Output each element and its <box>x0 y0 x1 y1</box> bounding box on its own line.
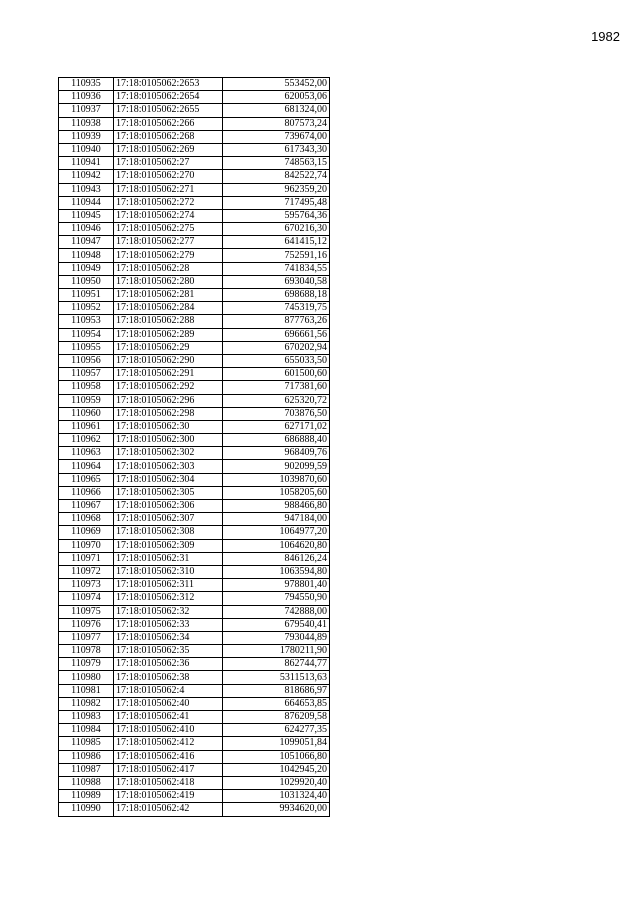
table-row <box>59 539 330 552</box>
cadastral-number-cell: 17:18:0105062:35 <box>114 645 223 658</box>
table-row <box>59 750 330 763</box>
cadastral-number-cell: 17:18:0105062:304 <box>114 473 223 486</box>
table-row <box>59 473 330 486</box>
value-cell: 625320,72 <box>223 394 330 407</box>
cadastral-number-cell: 17:18:0105062:412 <box>114 737 223 750</box>
value-cell: 978801,40 <box>223 579 330 592</box>
value-cell: 1780211,90 <box>223 645 330 658</box>
cadastral-number-cell: 17:18:0105062:275 <box>114 223 223 236</box>
row-number-cell: 110979 <box>59 658 114 671</box>
cadastral-number-cell: 17:18:0105062:269 <box>114 143 223 156</box>
table-row <box>59 763 330 776</box>
cadastral-number-cell: 17:18:0105062:308 <box>114 526 223 539</box>
row-number-cell: 110970 <box>59 539 114 552</box>
value-cell: 601500,60 <box>223 368 330 381</box>
cadastral-number-cell: 17:18:0105062:272 <box>114 196 223 209</box>
value-cell: 595764,36 <box>223 209 330 222</box>
value-cell: 627171,02 <box>223 420 330 433</box>
table-row <box>59 91 330 104</box>
table-row <box>59 645 330 658</box>
row-number-cell: 110984 <box>59 724 114 737</box>
row-number-cell: 110974 <box>59 592 114 605</box>
cadastral-number-cell: 17:18:0105062:34 <box>114 631 223 644</box>
row-number-cell: 110966 <box>59 486 114 499</box>
row-number-cell: 110960 <box>59 407 114 420</box>
table-row <box>59 513 330 526</box>
row-number-cell: 110948 <box>59 249 114 262</box>
row-number-cell: 110953 <box>59 315 114 328</box>
row-number-cell: 110956 <box>59 354 114 367</box>
value-cell: 818686,97 <box>223 684 330 697</box>
value-cell: 902099,59 <box>223 460 330 473</box>
row-number-cell: 110955 <box>59 341 114 354</box>
row-number-cell: 110973 <box>59 579 114 592</box>
value-cell: 5311513,63 <box>223 671 330 684</box>
row-number-cell: 110951 <box>59 289 114 302</box>
value-cell: 9934620,00 <box>223 803 330 816</box>
table-row <box>59 289 330 302</box>
table-row <box>59 249 330 262</box>
row-number-cell: 110935 <box>59 78 114 91</box>
row-number-cell: 110968 <box>59 513 114 526</box>
cadastral-number-cell: 17:18:0105062:33 <box>114 618 223 631</box>
value-cell: 1058205,60 <box>223 486 330 499</box>
value-cell: 962359,20 <box>223 183 330 196</box>
row-number-cell: 110975 <box>59 605 114 618</box>
cadastral-number-cell: 17:18:0105062:30 <box>114 420 223 433</box>
cadastral-number-cell: 17:18:0105062:292 <box>114 381 223 394</box>
table-row <box>59 671 330 684</box>
table-row <box>59 420 330 433</box>
table-row <box>59 104 330 117</box>
row-number-cell: 110990 <box>59 803 114 816</box>
table-row <box>59 565 330 578</box>
table-row <box>59 328 330 341</box>
value-cell: 686888,40 <box>223 434 330 447</box>
value-cell: 703876,50 <box>223 407 330 420</box>
table-row <box>59 302 330 315</box>
table-row <box>59 196 330 209</box>
value-cell: 1042945,20 <box>223 763 330 776</box>
cadastral-number-cell: 17:18:0105062:41 <box>114 711 223 724</box>
table-row <box>59 341 330 354</box>
row-number-cell: 110983 <box>59 711 114 724</box>
cadastral-number-cell: 17:18:0105062:310 <box>114 565 223 578</box>
value-cell: 793044,89 <box>223 631 330 644</box>
value-cell: 846126,24 <box>223 552 330 565</box>
cadastral-number-cell: 17:18:0105062:31 <box>114 552 223 565</box>
cadastral-number-cell: 17:18:0105062:42 <box>114 803 223 816</box>
cadastral-number-cell: 17:18:0105062:38 <box>114 671 223 684</box>
table-row <box>59 737 330 750</box>
value-cell: 693040,58 <box>223 275 330 288</box>
row-number-cell: 110972 <box>59 565 114 578</box>
value-cell: 664653,85 <box>223 697 330 710</box>
value-cell: 1029920,40 <box>223 776 330 789</box>
table-row <box>59 130 330 143</box>
row-number-cell: 110954 <box>59 328 114 341</box>
cadastral-number-cell: 17:18:0105062:289 <box>114 328 223 341</box>
table-row <box>59 381 330 394</box>
row-number-cell: 110977 <box>59 631 114 644</box>
row-number-cell: 110982 <box>59 697 114 710</box>
table-row <box>59 460 330 473</box>
table-row <box>59 605 330 618</box>
cadastral-number-cell: 17:18:0105062:291 <box>114 368 223 381</box>
value-cell: 862744,77 <box>223 658 330 671</box>
page-number: 1982 <box>591 29 620 44</box>
row-number-cell: 110978 <box>59 645 114 658</box>
value-cell: 696661,56 <box>223 328 330 341</box>
value-cell: 947184,00 <box>223 513 330 526</box>
cadastral-number-cell: 17:18:0105062:418 <box>114 776 223 789</box>
table-row <box>59 315 330 328</box>
row-number-cell: 110989 <box>59 790 114 803</box>
value-cell: 842522,74 <box>223 170 330 183</box>
table-row <box>59 143 330 156</box>
value-cell: 1039870,60 <box>223 473 330 486</box>
row-number-cell: 110986 <box>59 750 114 763</box>
value-cell: 620053,06 <box>223 91 330 104</box>
value-cell: 670202,94 <box>223 341 330 354</box>
table-row <box>59 394 330 407</box>
cadastral-number-cell: 17:18:0105062:300 <box>114 434 223 447</box>
row-number-cell: 110944 <box>59 196 114 209</box>
row-number-cell: 110987 <box>59 763 114 776</box>
value-cell: 752591,16 <box>223 249 330 262</box>
table-row <box>59 697 330 710</box>
value-cell: 1051066,80 <box>223 750 330 763</box>
table-row <box>59 368 330 381</box>
cadastral-value-table <box>58 77 330 817</box>
cadastral-number-cell: 17:18:0105062:28 <box>114 262 223 275</box>
row-number-cell: 110961 <box>59 420 114 433</box>
value-cell: 748563,15 <box>223 157 330 170</box>
value-cell: 679540,41 <box>223 618 330 631</box>
row-number-cell: 110945 <box>59 209 114 222</box>
row-number-cell: 110939 <box>59 130 114 143</box>
value-cell: 742888,00 <box>223 605 330 618</box>
cadastral-number-cell: 17:18:0105062:36 <box>114 658 223 671</box>
cadastral-number-cell: 17:18:0105062:284 <box>114 302 223 315</box>
table-row <box>59 631 330 644</box>
row-number-cell: 110946 <box>59 223 114 236</box>
table-row <box>59 592 330 605</box>
row-number-cell: 110963 <box>59 447 114 460</box>
row-number-cell: 110965 <box>59 473 114 486</box>
value-cell: 1063594,80 <box>223 565 330 578</box>
cadastral-number-cell: 17:18:0105062:274 <box>114 209 223 222</box>
row-number-cell: 110958 <box>59 381 114 394</box>
row-number-cell: 110937 <box>59 104 114 117</box>
cadastral-number-cell: 17:18:0105062:32 <box>114 605 223 618</box>
cadastral-number-cell: 17:18:0105062:277 <box>114 236 223 249</box>
row-number-cell: 110943 <box>59 183 114 196</box>
cadastral-number-cell: 17:18:0105062:40 <box>114 697 223 710</box>
table-row <box>59 776 330 789</box>
table-row <box>59 724 330 737</box>
cadastral-number-cell: 17:18:0105062:298 <box>114 407 223 420</box>
cadastral-number-cell: 17:18:0105062:281 <box>114 289 223 302</box>
table-row <box>59 262 330 275</box>
cadastral-number-cell: 17:18:0105062:417 <box>114 763 223 776</box>
cadastral-number-cell: 17:18:0105062:290 <box>114 354 223 367</box>
row-number-cell: 110969 <box>59 526 114 539</box>
value-cell: 641415,12 <box>223 236 330 249</box>
cadastral-number-cell: 17:18:0105062:2655 <box>114 104 223 117</box>
table-row <box>59 117 330 130</box>
table-row <box>59 447 330 460</box>
table-row <box>59 500 330 513</box>
cadastral-number-cell: 17:18:0105062:268 <box>114 130 223 143</box>
cadastral-number-cell: 17:18:0105062:288 <box>114 315 223 328</box>
row-number-cell: 110964 <box>59 460 114 473</box>
value-cell: 617343,30 <box>223 143 330 156</box>
cadastral-number-cell: 17:18:0105062:305 <box>114 486 223 499</box>
row-number-cell: 110952 <box>59 302 114 315</box>
value-cell: 1064620,80 <box>223 539 330 552</box>
table-row <box>59 486 330 499</box>
cadastral-number-cell: 17:18:0105062:296 <box>114 394 223 407</box>
cadastral-number-cell: 17:18:0105062:410 <box>114 724 223 737</box>
value-cell: 876209,58 <box>223 711 330 724</box>
row-number-cell: 110949 <box>59 262 114 275</box>
cadastral-number-cell: 17:18:0105062:280 <box>114 275 223 288</box>
row-number-cell: 110967 <box>59 500 114 513</box>
cadastral-number-cell: 17:18:0105062:309 <box>114 539 223 552</box>
table-row <box>59 183 330 196</box>
cadastral-number-cell: 17:18:0105062:266 <box>114 117 223 130</box>
row-number-cell: 110985 <box>59 737 114 750</box>
cadastral-number-cell: 17:18:0105062:312 <box>114 592 223 605</box>
table-row <box>59 658 330 671</box>
row-number-cell: 110938 <box>59 117 114 130</box>
value-cell: 681324,00 <box>223 104 330 117</box>
cadastral-number-cell: 17:18:0105062:4 <box>114 684 223 697</box>
table-row <box>59 790 330 803</box>
row-number-cell: 110959 <box>59 394 114 407</box>
value-cell: 1099051,84 <box>223 737 330 750</box>
row-number-cell: 110988 <box>59 776 114 789</box>
table-row <box>59 275 330 288</box>
cadastral-number-cell: 17:18:0105062:419 <box>114 790 223 803</box>
value-cell: 807573,24 <box>223 117 330 130</box>
table-row <box>59 552 330 565</box>
table-row <box>59 354 330 367</box>
table-row <box>59 526 330 539</box>
cadastral-number-cell: 17:18:0105062:271 <box>114 183 223 196</box>
row-number-cell: 110981 <box>59 684 114 697</box>
table-row <box>59 579 330 592</box>
value-cell: 877763,26 <box>223 315 330 328</box>
value-cell: 1064977,20 <box>223 526 330 539</box>
cadastral-number-cell: 17:18:0105062:303 <box>114 460 223 473</box>
cadastral-number-cell: 17:18:0105062:27 <box>114 157 223 170</box>
row-number-cell: 110942 <box>59 170 114 183</box>
cadastral-number-cell: 17:18:0105062:270 <box>114 170 223 183</box>
value-cell: 1031324,40 <box>223 790 330 803</box>
table-row <box>59 78 330 91</box>
value-cell: 745319,75 <box>223 302 330 315</box>
value-cell: 739674,00 <box>223 130 330 143</box>
table-row <box>59 157 330 170</box>
cadastral-number-cell: 17:18:0105062:279 <box>114 249 223 262</box>
value-cell: 624277,35 <box>223 724 330 737</box>
row-number-cell: 110971 <box>59 552 114 565</box>
cadastral-number-cell: 17:18:0105062:2654 <box>114 91 223 104</box>
row-number-cell: 110941 <box>59 157 114 170</box>
table-body <box>59 78 330 817</box>
value-cell: 968409,76 <box>223 447 330 460</box>
value-cell: 794550,90 <box>223 592 330 605</box>
row-number-cell: 110940 <box>59 143 114 156</box>
row-number-cell: 110962 <box>59 434 114 447</box>
cadastral-number-cell: 17:18:0105062:306 <box>114 500 223 513</box>
row-number-cell: 110957 <box>59 368 114 381</box>
cadastral-number-cell: 17:18:0105062:2653 <box>114 78 223 91</box>
table-row <box>59 209 330 222</box>
table-row <box>59 803 330 816</box>
table-row <box>59 684 330 697</box>
cadastral-number-cell: 17:18:0105062:307 <box>114 513 223 526</box>
row-number-cell: 110950 <box>59 275 114 288</box>
row-number-cell: 110936 <box>59 91 114 104</box>
row-number-cell: 110976 <box>59 618 114 631</box>
table-row <box>59 170 330 183</box>
table-row <box>59 711 330 724</box>
table-row <box>59 407 330 420</box>
cadastral-number-cell: 17:18:0105062:302 <box>114 447 223 460</box>
value-cell: 553452,00 <box>223 78 330 91</box>
table-row <box>59 236 330 249</box>
table-row <box>59 618 330 631</box>
row-number-cell: 110980 <box>59 671 114 684</box>
cadastral-number-cell: 17:18:0105062:416 <box>114 750 223 763</box>
cadastral-number-cell: 17:18:0105062:311 <box>114 579 223 592</box>
value-cell: 655033,50 <box>223 354 330 367</box>
value-cell: 741834,55 <box>223 262 330 275</box>
row-number-cell: 110947 <box>59 236 114 249</box>
value-cell: 988466,80 <box>223 500 330 513</box>
value-cell: 717381,60 <box>223 381 330 394</box>
table-row <box>59 223 330 236</box>
value-cell: 670216,30 <box>223 223 330 236</box>
table-row <box>59 434 330 447</box>
value-cell: 717495,48 <box>223 196 330 209</box>
value-cell: 698688,18 <box>223 289 330 302</box>
cadastral-number-cell: 17:18:0105062:29 <box>114 341 223 354</box>
